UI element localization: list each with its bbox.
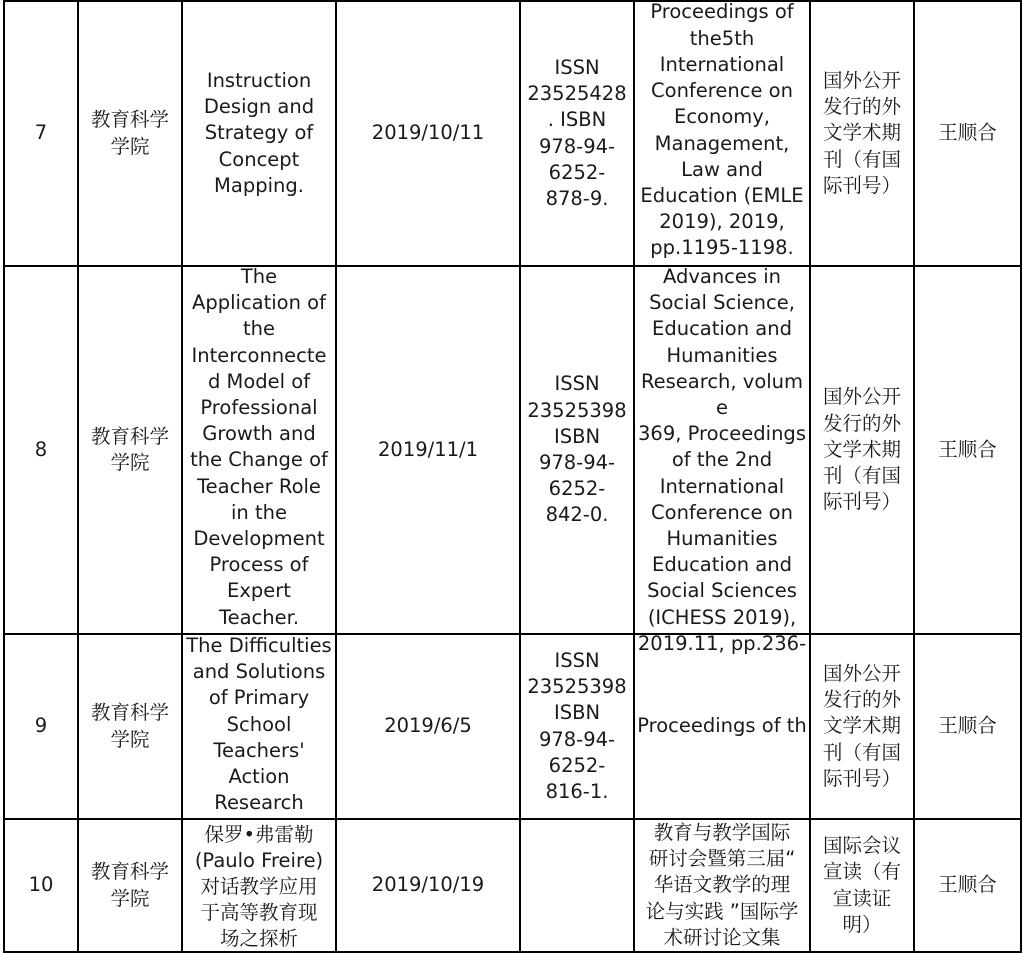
category-cell: 国外公开 发行的外 文学术期 刊（有国 际刊号） xyxy=(810,634,914,819)
source-cell xyxy=(634,1,810,266)
source-cell: Proceedings of th xyxy=(634,634,810,819)
publish-date-cell: 2019/10/11 xyxy=(336,1,520,266)
department-cell: 教育科学 学院 xyxy=(78,634,182,819)
row-number: 7 xyxy=(4,1,78,266)
paper-title-text: 保罗•弗雷勒 (Paulo Freire) 对话教学应用 于高等教育现 场之探析 xyxy=(194,822,324,951)
table-row xyxy=(4,634,1021,819)
issn-cell: ISSN 23525398 ISBN 978-94- 6252- 842-0. xyxy=(520,266,634,634)
source-text: Proceedings of the5th International Conference on Economy, Management, Law and Education (EMLE 2019), 2019, pp.1195-1198. xyxy=(640,0,804,260)
category-cell: 国外公开 发行的外 文学术期 刊（有国 际刊号） xyxy=(810,266,914,634)
source-cell: 教育与教学国际 研讨会暨第三届“ 华语文教学的理 论与实践 ”国际学 术研讨论文集 xyxy=(634,819,810,952)
table-row xyxy=(4,1,1021,266)
records-table xyxy=(3,0,1022,953)
row-number: 10 xyxy=(4,819,78,952)
issn-cell: ISSN 23525398 ISBN 978-94- 6252- 816-1. xyxy=(520,634,634,819)
paper-title-cell xyxy=(182,819,336,952)
publish-date-cell: 2019/11/1 xyxy=(336,266,520,634)
table-row xyxy=(4,819,1021,952)
paper-title-cell xyxy=(182,266,336,634)
publish-date-cell: 2019/6/5 xyxy=(336,634,520,819)
paper-title-text: Instruction Design and Strategy of Concept Mapping. xyxy=(203,68,315,197)
paper-title-cell xyxy=(182,1,336,266)
category-cell: 国际会议 宣读（有 宣读证 明） xyxy=(810,819,914,952)
author-cell: 王顺合 xyxy=(914,266,1021,634)
author-cell: 王顺合 xyxy=(914,1,1021,266)
source-cell xyxy=(634,265,810,655)
row-number: 8 xyxy=(4,266,78,634)
author-cell: 王顺合 xyxy=(914,634,1021,819)
department-cell: 教育科学 学院 xyxy=(78,819,182,952)
issn-cell xyxy=(520,819,634,952)
author-cell: 王顺合 xyxy=(914,819,1021,952)
paper-title-cell xyxy=(182,634,336,819)
department-cell: 教育科学 学院 xyxy=(78,1,182,266)
paper-title-text: The Difficulties and Solutions of Primary School Teachers' Action Research xyxy=(186,634,332,815)
category-cell: 国外公开 发行的外 文学术期 刊（有国 际刊号） xyxy=(810,1,914,266)
row-number: 9 xyxy=(4,634,78,819)
department-cell: 教育科学 学院 xyxy=(78,266,182,634)
paper-title-text: The Application of the Interconnecte d Model of Professional Growth and the Change of Teacher Role in the Development Process of Expert Teacher. xyxy=(190,265,328,629)
source-text: Advances in Social Science, Education and Humanities Research, volume 369, Proceedings of the 2nd International Conference on Humanities Education and Social Sciences (ICHESS 2019), 2019.11, pp.236- xyxy=(637,265,807,655)
issn-cell: ISSN 23525428 . ISBN 978-94- 6252- 878-9. xyxy=(520,1,634,266)
table-row xyxy=(4,266,1021,634)
publish-date-cell: 2019/10/19 xyxy=(336,819,520,952)
